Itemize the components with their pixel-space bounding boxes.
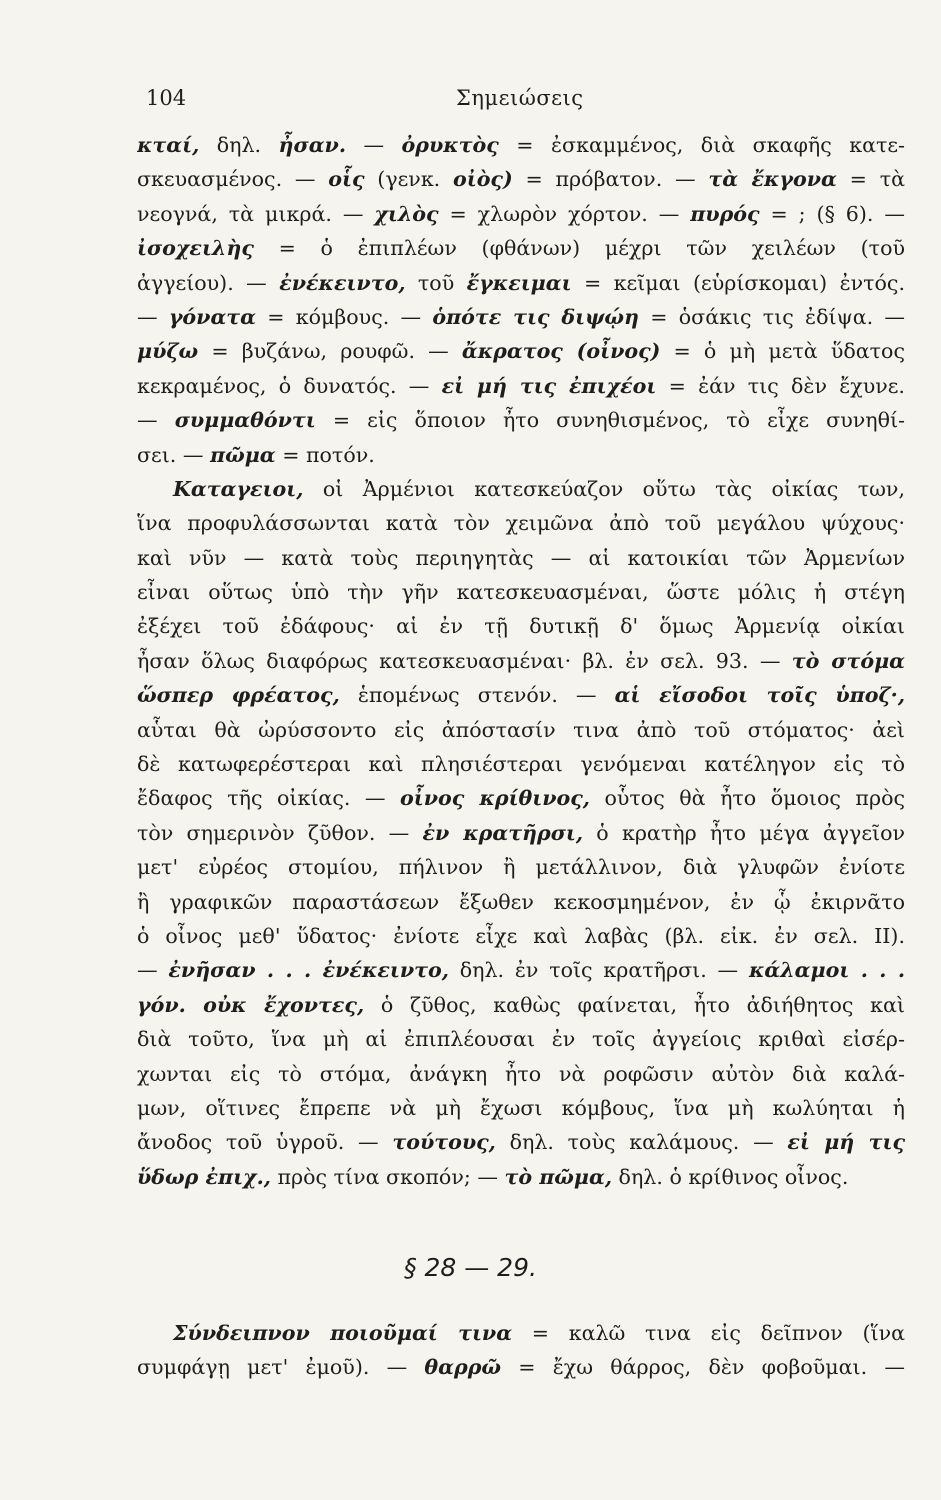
page-number: 104 (146, 86, 187, 110)
lemma-term: ἐνῆσαν . . . ἐνέκειντο, (168, 958, 449, 983)
lemma-term: κταί, (137, 133, 200, 157)
text-line (137, 988, 905, 1022)
gloss-text: ἔδαφος τῆς οἰκίας. — (137, 786, 401, 811)
lemma-term: μύζω (137, 339, 199, 364)
running-head: Σημειώσεις (456, 86, 584, 110)
lemma-term: πυρός (690, 201, 760, 226)
gloss-text: ἵνα προφυλάσσωνται κατὰ τὸν χειμῶνα ἀπὸ τοῦ μεγάλου ψύχους· (137, 511, 905, 536)
section-text-block (137, 1316, 905, 1385)
gloss-text: μετ' εὐρέος στομίου, πήλινον ἢ μετάλλινον, διὰ γλυφῶν ἐνίοτε (137, 855, 905, 880)
text-line (137, 713, 905, 747)
text-line (137, 1125, 905, 1159)
gloss-text: = χλωρὸν χόρτον. — (438, 201, 691, 226)
lemma-term: τὰ ἔκγονα (708, 167, 837, 192)
gloss-text: τὸν σημερινὸν ζῦθον. — (137, 820, 423, 845)
text-line (137, 541, 905, 575)
lemma-term: ἰσοχειλὴς (137, 236, 254, 261)
gloss-text: δὲ κατωφερέστεραι καὶ πλησιέστεραι γενόμεναι κατέληγον εἰς τὸ (137, 752, 905, 777)
gloss-text: μων, οἵτινες ἔπρεπε νὰ μὴ ἔχωσι κόμβους, ἵνα μὴ κωλύηται ἡ (137, 1095, 905, 1120)
gloss-text: σκευασμένος. — (137, 167, 329, 192)
text-line (137, 747, 905, 781)
lemma-term: ὥσπερ φρέατος, (137, 683, 340, 708)
gloss-text: οὗτος θὰ ἦτο ὅμοιος πρὸς (589, 786, 905, 811)
lemma-term: τὸ στόμα (791, 648, 905, 673)
gloss-text: — (137, 958, 169, 983)
lemma-term: τούτους, (392, 1130, 496, 1155)
text-line (137, 1160, 905, 1194)
gloss-text: τοῦ (405, 270, 467, 295)
gloss-text: δηλ. τοὺς καλάμους. — (495, 1130, 788, 1155)
lemma-term: θαρρῶ (424, 1355, 502, 1380)
text-line (137, 1350, 905, 1384)
gloss-text: ὁ ζῦθος, καθὼς φαίνεται, ἦτο ἀδιήθητος καὶ (364, 992, 905, 1017)
gloss-text: ἢ γραφικῶν παραστάσεων ἔξωθεν κεκοσμημένον, ἐν ᾧ ἐκιρνᾶτο (137, 889, 905, 914)
gloss-text: εἶναι οὕτως ὑπὸ τὴν γῆν κατεσκευασμέναι, ὥστε μόλις ἡ στέγη (137, 580, 905, 605)
gloss-text: σει. — (137, 442, 211, 467)
gloss-text: = καλῶ τινα εἰς δεῖπνον (ἵνα (512, 1321, 905, 1345)
lemma-term: οἶνος κρίθινος, (400, 786, 590, 811)
gloss-text: = κεῖμαι (εὑρίσκομαι) ἐντός. (571, 270, 905, 295)
gloss-text: χωνται εἰς τὸ στόμα, ἀνάγκη ἦτο νὰ ροφῶσιν αὐτὸν διὰ καλά- (137, 1061, 905, 1086)
lemma-term: οἰὸς) (453, 167, 513, 192)
gloss-text: = ὁσάκις τις ἐδίψα. — (639, 304, 905, 329)
gloss-text: ὁ οἶνος μεθ' ὕδατος· ἐνίοτε εἶχε καὶ λαβὰς (βλ. εἰκ. ἐν σελ. II). (137, 923, 905, 948)
lemma-term: ἔγκειμαι (466, 270, 572, 295)
text-line (137, 369, 905, 403)
gloss-text: (γενκ. (364, 167, 453, 192)
gloss-text: πρὸς τίνα σκοπόν; — (270, 1164, 505, 1189)
text-line (137, 197, 905, 231)
lemma-term: ὀρυκτὸς (401, 133, 499, 157)
lemma-term: ἦσαν. (278, 133, 347, 157)
text-line (137, 472, 905, 506)
text-line (137, 334, 905, 368)
lemma-term: Καταγειοι, (173, 476, 304, 501)
gloss-text: = ἔχω θάρρος, δὲν φοβοῦμαι. — (501, 1355, 905, 1380)
lemma-term: ὕδωρ ἐπιχ., (137, 1164, 271, 1189)
text-line (137, 128, 905, 162)
text-line (137, 403, 905, 437)
lemma-term: πῶμα (210, 442, 276, 467)
text-line (137, 1091, 905, 1125)
text-line (137, 678, 905, 712)
gloss-text: ἐξέχει τοῦ ἐδάφους· αἱ ἐν τῇ δυτικῇ δ' ὅμως Ἀρμενίᾳ οἰκίαι (137, 614, 905, 639)
lemma-term: συμμαθόντι (174, 408, 316, 433)
text-line (137, 575, 905, 609)
gloss-text: = πρόβατον. — (512, 167, 709, 192)
text-line (137, 953, 905, 987)
text-line (137, 162, 905, 196)
lemma-term: Σύνδειπνον ποιοῦμαί τινα (173, 1321, 513, 1345)
lemma-term: κάλαμοι . . . (748, 958, 905, 983)
gloss-text: = ἐσκαμμένος, διὰ σκαφῆς κατε- (498, 133, 905, 157)
text-line (137, 816, 905, 850)
text-line (137, 1316, 905, 1350)
gloss-text: = κόμβους. — (256, 304, 433, 329)
gloss-text: = ἐάν τις δὲν ἔχυνε. (656, 373, 905, 398)
gloss-text: = ὁ μὴ μετὰ ὕδατος (660, 339, 905, 364)
gloss-text: = ὁ ἐπιπλέων (φθάνων) μέχρι τῶν χειλέων (τοῦ (253, 236, 905, 261)
lemma-term: ἄκρατος (οἶνος) (461, 339, 661, 364)
text-line (137, 1057, 905, 1091)
lemma-term: αἱ εἴσοδοι τοῖς ὑποζ·, (614, 683, 905, 708)
text-line (137, 506, 905, 540)
gloss-text: = βυζάνω, ρουφῶ. — (198, 339, 462, 364)
lemma-term: γόνατα (168, 304, 256, 329)
text-line (137, 438, 905, 472)
notes-text-block (137, 128, 905, 1194)
gloss-text: νεογνά, τὰ μικρά. — (137, 201, 375, 226)
gloss-text: — (346, 133, 402, 157)
gloss-text: δηλ. ὁ κρίθινος οἶνος. (612, 1164, 849, 1189)
lemma-term: γόν. οὐκ ἔχοντες, (137, 992, 365, 1017)
gloss-text: αὗται θὰ ὠρύσσοντο εἰς ἀπόστασίν τινα ἀπὸ τοῦ στόματος· ἀεὶ (137, 717, 905, 742)
text-line (137, 850, 905, 884)
gloss-text: οἱ Ἀρμένιοι κατεσκεύαζον οὕτω τὰς οἰκίας των, (303, 476, 905, 501)
text-line (137, 919, 905, 953)
text-line (137, 266, 905, 300)
gloss-text: κεκραμένος, ὁ δυνατός. — (137, 373, 442, 398)
gloss-text: δηλ. ἐν τοῖς κρατῆρσι. — (448, 958, 749, 983)
lemma-term: ἐνέκειντο, (279, 270, 406, 295)
gloss-text: = εἰς ὅποιον ἦτο συνηθισμένος, τὸ εἶχε συνηθί- (315, 408, 905, 433)
text-line (137, 300, 905, 334)
gloss-text: ἀγγείου). — (137, 270, 280, 295)
gloss-text: συμφάγῃ μετ' ἐμοῦ). — (137, 1355, 425, 1380)
lemma-term: εἰ μή τις ἐπιχέοι (441, 373, 657, 398)
gloss-text: ἑπομένως στενόν. — (339, 683, 615, 708)
gloss-text: — (137, 408, 175, 433)
text-line (137, 1022, 905, 1056)
lemma-term: ὁπότε τις διψῴη (432, 304, 640, 329)
gloss-text: = ποτόν. (275, 442, 375, 467)
gloss-text: = ; (§ 6). — (759, 201, 905, 226)
lemma-term: χιλὸς (374, 201, 439, 226)
lemma-term: εἰ μή τις (787, 1130, 905, 1155)
lemma-term: τὸ πῶμα, (504, 1164, 613, 1189)
text-line (137, 231, 905, 265)
text-line (137, 781, 905, 815)
gloss-text: ὁ κρατὴρ ἦτο μέγα ἀγγεῖον (583, 820, 905, 845)
gloss-text: = τὰ (836, 167, 905, 192)
gloss-text: — (137, 304, 169, 329)
page-header (146, 86, 916, 116)
gloss-text: διὰ τοῦτο, ἵνα μὴ αἱ ἐπιπλέουσαι ἐν τοῖς ἀγγείοις κριθαὶ εἰσέρ- (137, 1027, 905, 1052)
text-line (137, 644, 905, 678)
lemma-term: οἷς (328, 167, 365, 192)
text-line (137, 609, 905, 643)
section-heading: § 28 — 29. (404, 1253, 537, 1282)
text-line (137, 885, 905, 919)
lemma-term: ἐν κρατῆρσι, (422, 820, 584, 845)
gloss-text: ἦσαν ὅλως διαφόρως κατεσκευασμέναι· βλ. ἐν σελ. 93. — (137, 648, 792, 673)
gloss-text: ἄνοδος τοῦ ὑγροῦ. — (137, 1130, 393, 1155)
gloss-text: δηλ. (199, 133, 279, 157)
gloss-text: καὶ νῦν — κατὰ τοὺς περιηγητὰς — αἱ κατοικίαι τῶν Ἀρμενίων (137, 545, 905, 570)
